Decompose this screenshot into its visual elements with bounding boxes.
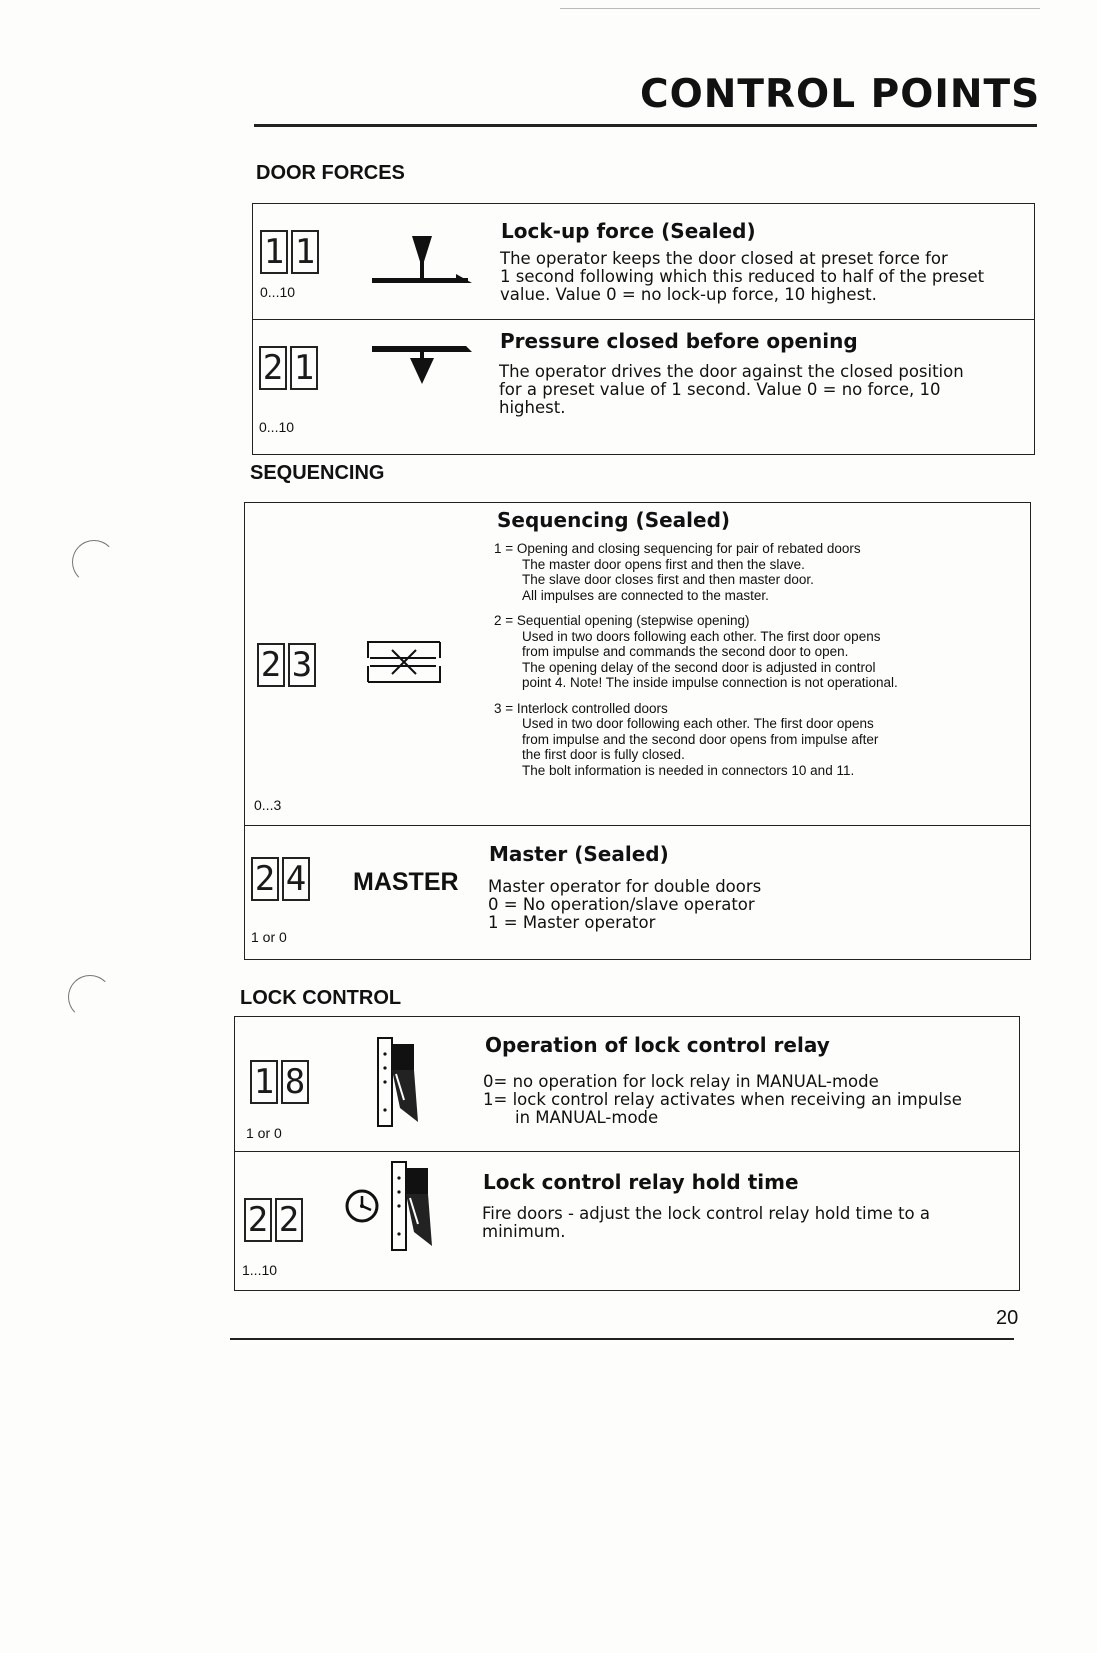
description-line: minimum.	[482, 1222, 566, 1241]
master-symbol-label: MASTER	[353, 868, 459, 896]
description-line: in MANUAL-mode	[515, 1108, 659, 1127]
description-line: Fire doors - adjust the lock control relay hold time to a	[482, 1204, 931, 1223]
description-line: 0= no operation for lock relay in MANUAL-mode	[483, 1072, 879, 1091]
description-line: value. Value 0 = no lock-up force, 10 highest.	[500, 285, 877, 304]
value-range: 1...10	[242, 1262, 278, 1278]
description-line: highest.	[499, 398, 566, 417]
option-line: All impulses are connected to the master.	[522, 587, 769, 603]
page-title: CONTROL POINTS	[640, 72, 1041, 117]
title-rule	[254, 124, 1037, 127]
section-heading-sequencing: SEQUENCING	[250, 462, 385, 484]
punch-hole-mark	[68, 975, 112, 1019]
entry-title: Lock-up force (Sealed)	[501, 219, 756, 243]
code-digit: 2	[259, 346, 287, 390]
code-digit: 1	[290, 346, 318, 390]
row-divider	[245, 825, 1030, 826]
entry-title: Master (Sealed)	[489, 842, 669, 866]
code-digit: 2	[257, 643, 285, 687]
option-line: Used in two door following each other. The first door opens	[522, 716, 874, 731]
lock-device-icon	[388, 1158, 438, 1254]
option-line: The bolt information is needed in connectors 10 and 11.	[522, 762, 855, 778]
code-digit: 2	[275, 1198, 303, 1242]
option-line: from impulse and the second door opens from impulse after	[522, 731, 879, 747]
lock-control-box	[234, 1016, 1020, 1291]
clock-icon	[342, 1186, 382, 1226]
description-line: The operator keeps the door closed at preset force for	[500, 249, 948, 268]
row-divider	[253, 319, 1034, 320]
description-line: 1 = Master operator	[488, 913, 656, 932]
description-line: 1 second following which this reduced to half of the preset	[500, 267, 985, 286]
code-display	[259, 346, 318, 390]
page-number: 20	[996, 1307, 1019, 1329]
description-line: Master operator for double doors	[488, 877, 762, 896]
code-digit: 1	[291, 230, 319, 274]
code-display	[260, 230, 319, 274]
entry-description	[483, 1073, 962, 1127]
entry-title: Pressure closed before opening	[500, 329, 858, 353]
entry-title: Lock control relay hold time	[483, 1170, 799, 1194]
code-display	[244, 1198, 303, 1242]
punch-hole-mark	[72, 540, 116, 584]
top-faint-line	[560, 8, 1040, 9]
value-range: 1 or 0	[251, 929, 287, 945]
option-line: The slave door closes first and then master door.	[522, 572, 814, 587]
code-digit: 2	[244, 1198, 272, 1242]
description-line: The operator drives the door against the closed position	[499, 362, 964, 381]
value-range: 0...10	[259, 419, 295, 435]
code-digit: 1	[260, 230, 288, 274]
entry-title: Sequencing (Sealed)	[497, 508, 731, 532]
code-digit: 8	[281, 1060, 309, 1104]
code-digit: 2	[251, 857, 279, 901]
option-line: The master door opens first and then the slave.	[522, 556, 805, 572]
section-heading-door-forces: DOOR FORCES	[256, 162, 405, 184]
entry-description	[499, 363, 964, 417]
option-label: 1 = Opening and closing sequencing for pair of rebated doors	[494, 541, 861, 556]
code-display	[250, 1060, 309, 1104]
code-digit: 4	[282, 857, 310, 901]
option-line: Used in two doors following each other. The first door opens	[522, 628, 881, 644]
lockup-arrow-icon	[370, 236, 474, 290]
sequencing-options	[494, 541, 1014, 778]
option-line: point 4. Note! The inside impulse connection is not operational.	[522, 675, 898, 690]
description-line: 1= lock control relay activates when receiving an impulse	[483, 1090, 962, 1109]
description-line: 0 = No operation/slave operator	[488, 895, 755, 914]
entry-title: Operation of lock control relay	[485, 1033, 830, 1057]
code-display	[257, 643, 316, 687]
value-range: 0...10	[260, 284, 296, 300]
code-digit: 3	[288, 643, 316, 687]
lock-device-icon	[374, 1034, 424, 1130]
row-divider	[235, 1151, 1019, 1152]
sequencing-cross-icon	[366, 636, 442, 688]
option-label: 2 = Sequential opening (stepwise opening)	[494, 613, 750, 628]
option-line: the first door is fully closed.	[522, 747, 685, 762]
footer-rule	[230, 1338, 1014, 1340]
value-range: 0...3	[254, 797, 282, 813]
code-digit: 1	[250, 1060, 278, 1104]
option-line: from impulse and commands the second door to open.	[522, 644, 849, 659]
entry-description	[482, 1205, 930, 1241]
option-line: The opening delay of the second door is adjusted in control	[522, 659, 876, 675]
description-line: for a preset value of 1 second. Value 0 = no force, 10	[499, 380, 941, 399]
entry-description	[500, 250, 984, 304]
entry-description	[488, 878, 761, 932]
option-label: 3 = Interlock controlled doors	[494, 700, 668, 716]
value-range: 1 or 0	[246, 1125, 282, 1141]
section-heading-lock-control: LOCK CONTROL	[240, 987, 402, 1009]
code-display	[251, 857, 310, 901]
pressure-arrow-icon	[370, 340, 474, 386]
